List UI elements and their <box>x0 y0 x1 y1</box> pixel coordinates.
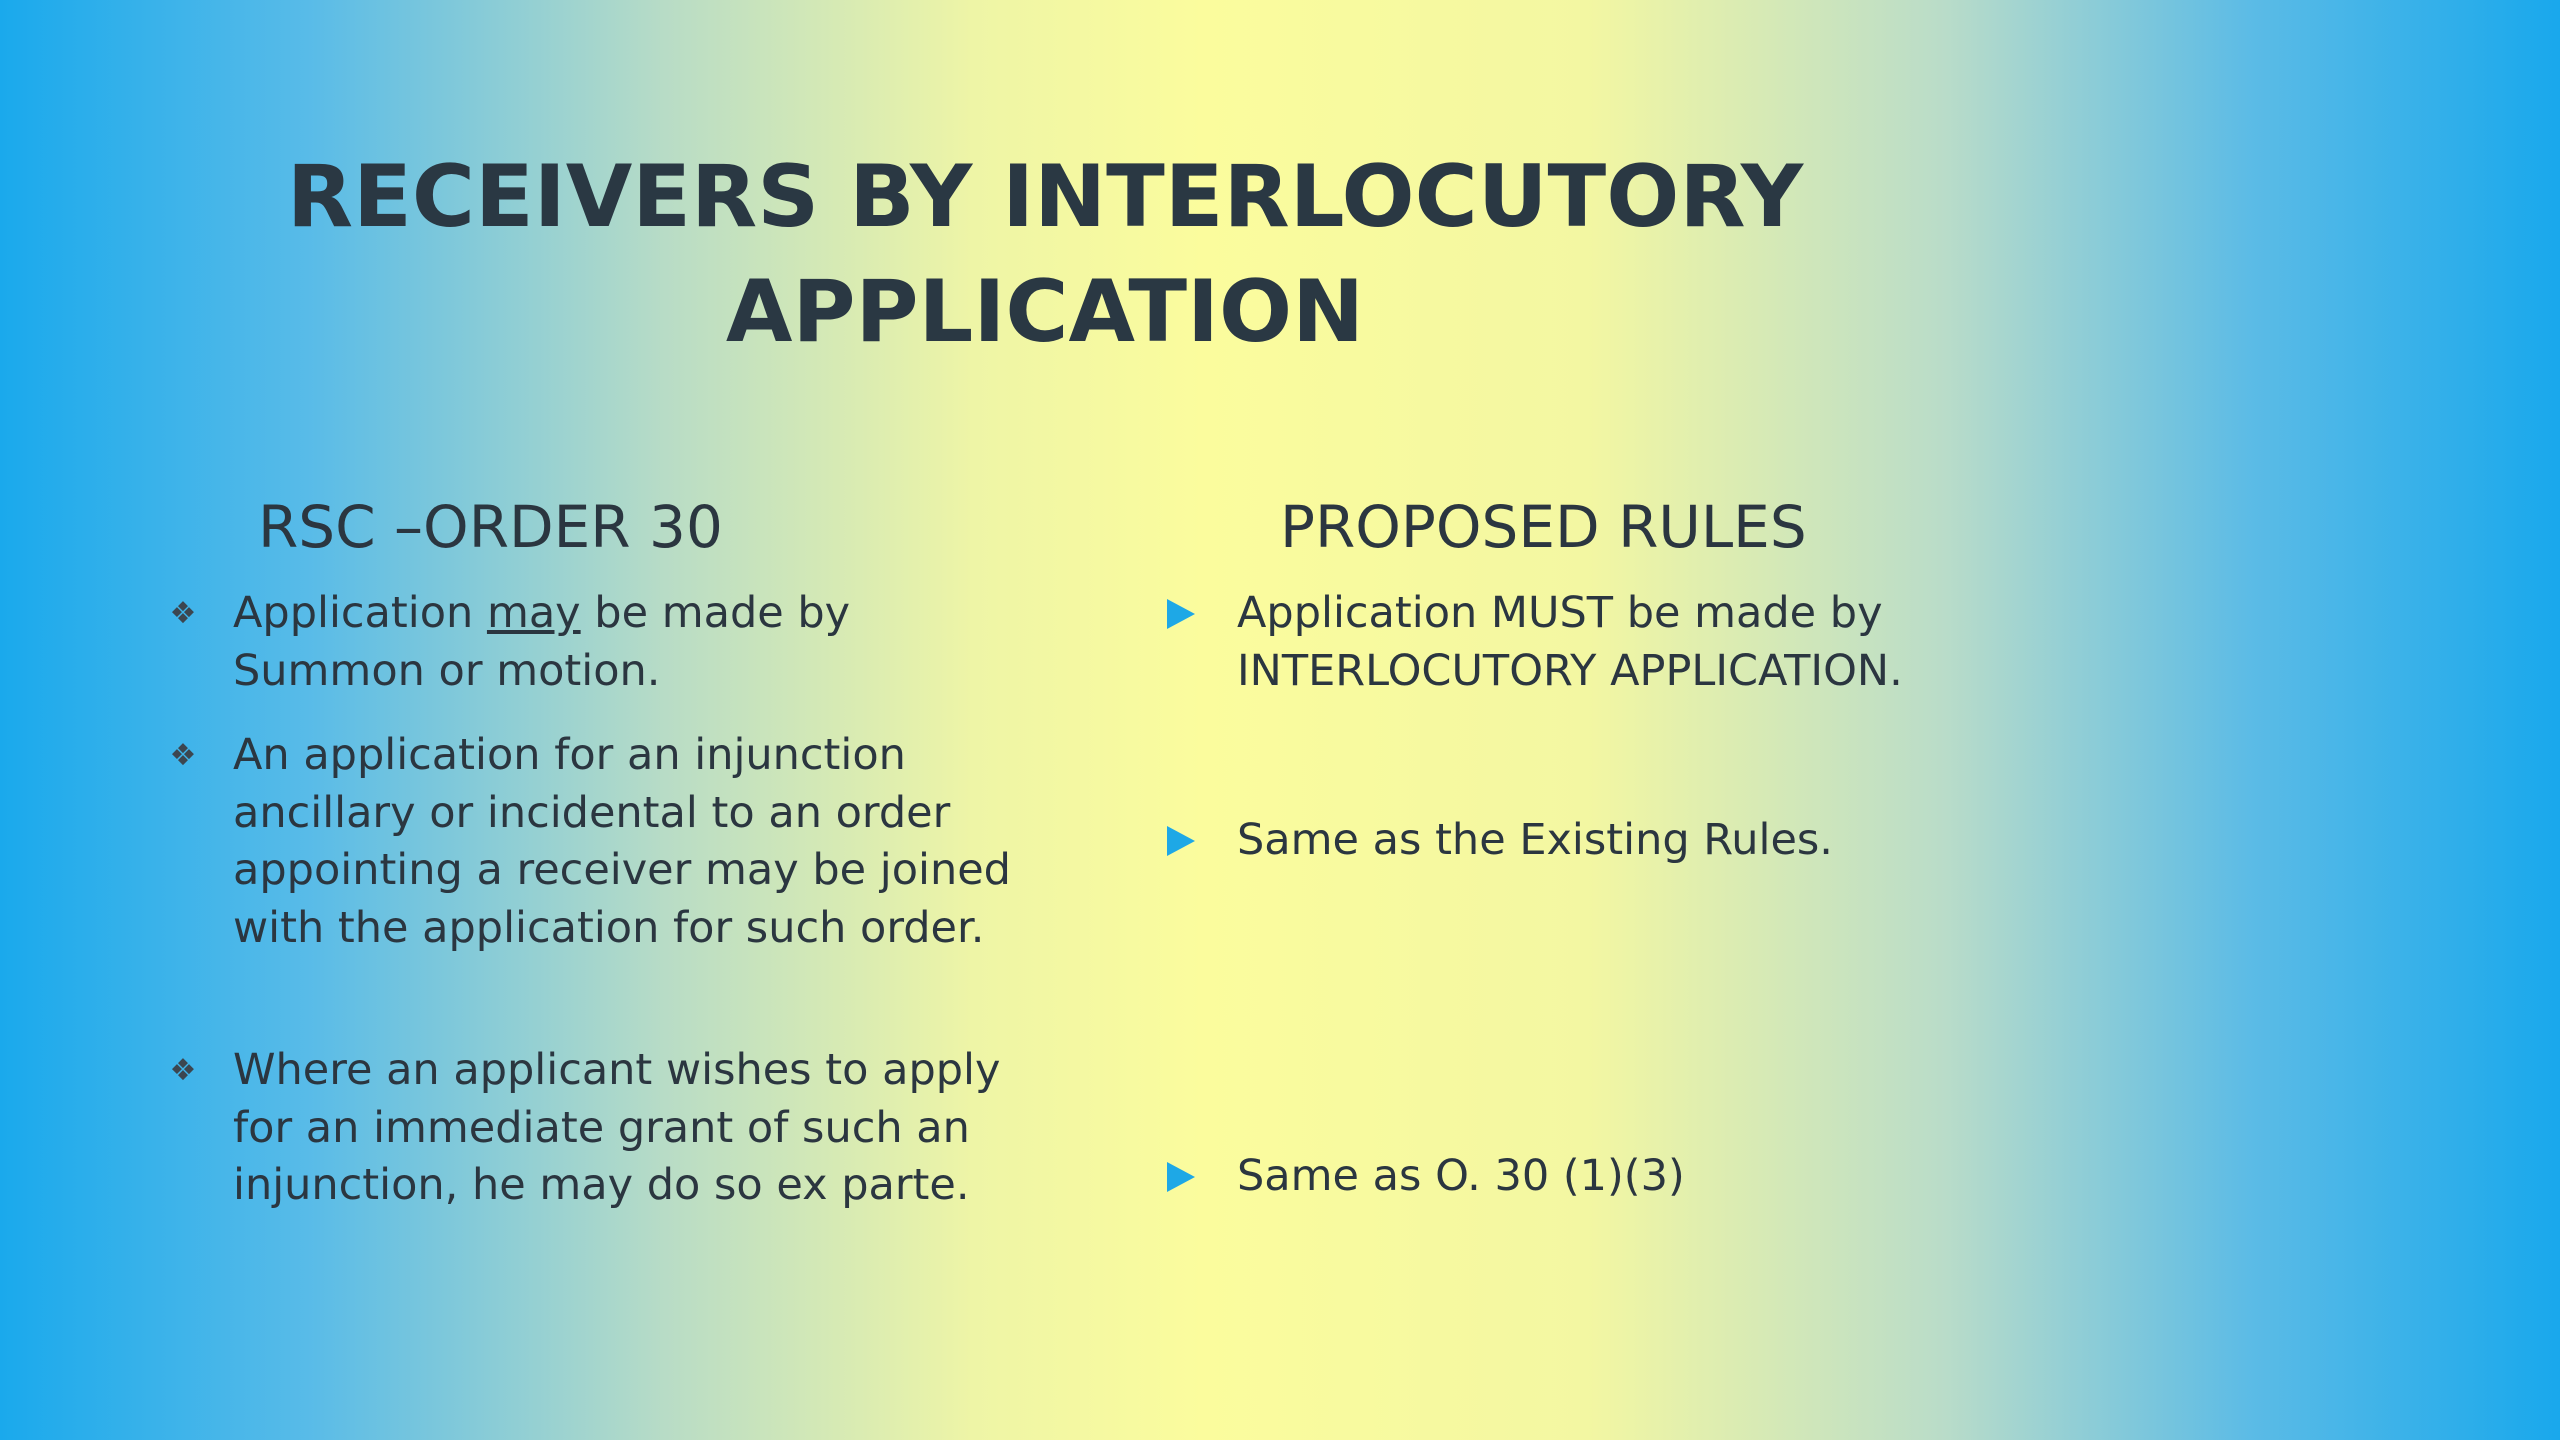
right-bullet-2 <box>1237 812 2237 870</box>
right-bullet-3 <box>1237 1148 2237 1206</box>
right-bullet-1-text: Application MUST be made by INTERLOCUTORY APPLICATION. <box>1237 588 1903 696</box>
left-bullet-3 <box>169 1042 1053 1215</box>
left-bullet-1-text-after: be made by Summon or motion. <box>233 588 851 696</box>
left-bullet-1-text-before: Application <box>233 588 487 638</box>
slide-title <box>250 140 1840 370</box>
left-bullet-1 <box>169 585 1033 700</box>
left-bullet-2 <box>169 727 1033 957</box>
right-bullet-2-text: Same as the Existing Rules. <box>1237 815 1833 865</box>
left-bullet-1-underlined-word: may <box>486 588 581 638</box>
triangle-right-icon <box>1167 826 1235 856</box>
right-bullet-1 <box>1237 585 2237 700</box>
triangle-right-icon <box>1167 1162 1235 1192</box>
slide-title-line-1: RECEIVERS BY INTERLOCUTORY <box>286 147 1804 247</box>
diamond-bullet-icon: ❖ <box>169 738 197 773</box>
diamond-bullet-icon: ❖ <box>169 1053 197 1088</box>
left-column-heading: RSC –ORDER 30 <box>258 493 723 561</box>
right-bullet-3-text: Same as O. 30 (1)(3) <box>1237 1151 1685 1201</box>
diamond-bullet-icon: ❖ <box>169 596 197 631</box>
right-column-heading: PROPOSED RULES <box>1280 493 1807 561</box>
triangle-right-icon <box>1167 599 1235 629</box>
slide-title-line-2: APPLICATION <box>725 262 1365 362</box>
left-bullet-3-text: Where an applicant wishes to apply for an immediate grant of such an injunction, he may do so ex parte. <box>233 1045 1001 1210</box>
left-bullet-2-text: An application for an injunction ancillary or incidental to an order appointing a receiver may be joined with the application for such order. <box>233 730 1011 953</box>
